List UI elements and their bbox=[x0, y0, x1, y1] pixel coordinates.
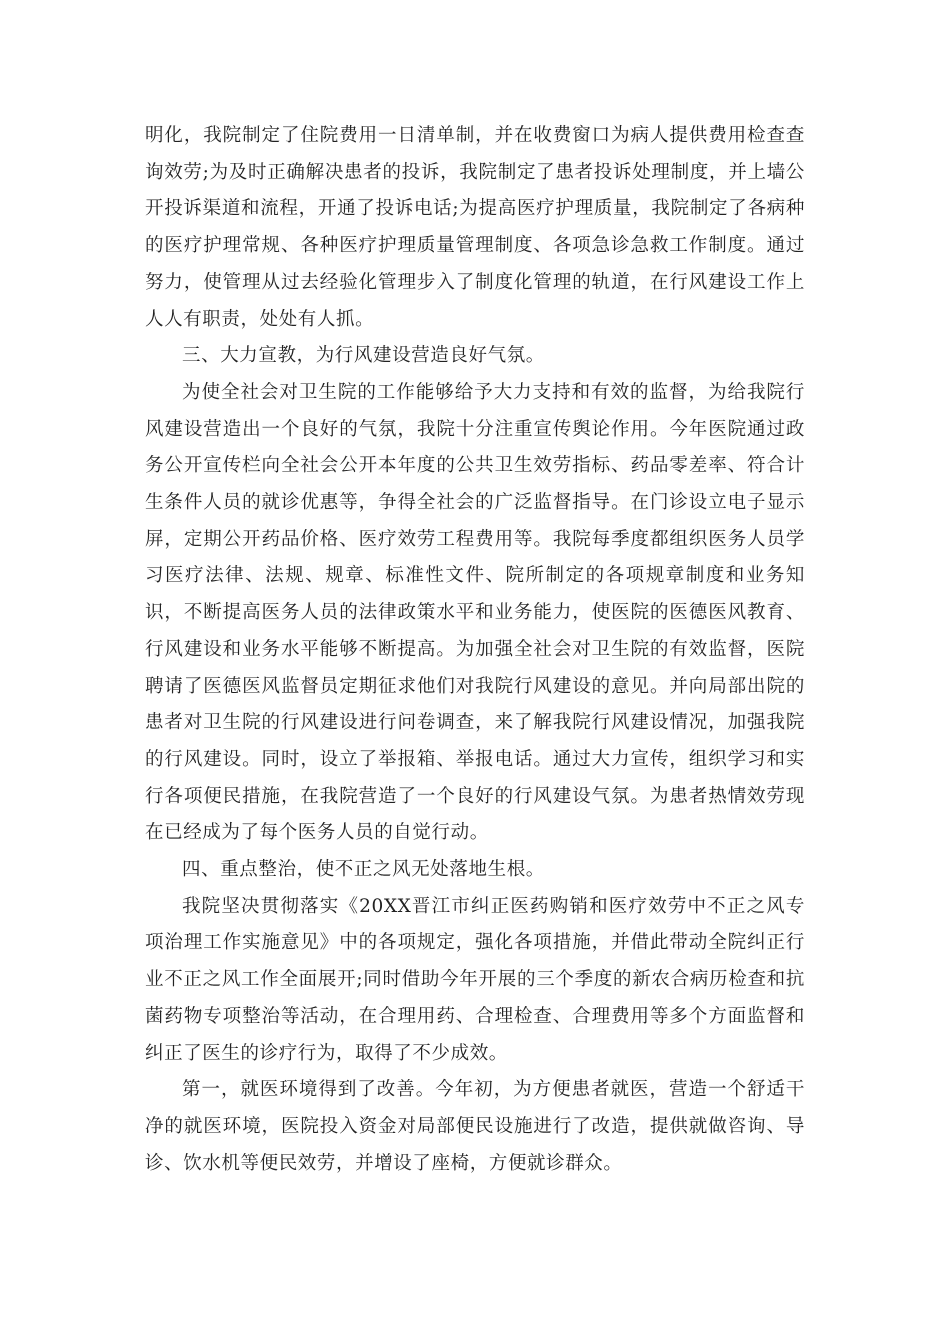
section-heading-4: 四、重点整治，使不正之风无处落地生根。 bbox=[182, 859, 545, 881]
paragraph: 为使全社会对卫生院的工作能够给予大力支持和有效的监督，为给我院行风建设营造出一个良好的气氛，我院十分注重宣传舆论作用。今年医院通过政务公开宣传栏向全社会公开本年度的公共卫生效劳指标、药品零差率、符合计生条件人员的就诊优惠等，争得全社会的广泛监督指导。在门诊设立电子显示屏，定期公开药品价格、医疗效劳工程费用等。我院每季度都组织医务人员学习医疗法律、法规、规章、标准性文件、院所制定的各项规章制度和业务知识，不断提高医务人员的法律政策水平和业务能力，使医院的医德医风教育、行风建设和业务水平能够不断提高。为加强全社会对卫生院的有效监督，医院聘请了医德医风监督员定期征求他们对我院行风建设的意见。并向局部出院的患者对卫生院的行风建设进行问卷调查，来了解我院行风建设情况，加强我院的行风建设。同时，设立了举报箱、举报电话。通过大力宣传，组织学习和实行各项便民措施，在我院营造了一个良好的行风建设气氛。为患者热情效劳现在已经成为了每个医务人员的自觉行动。 bbox=[145, 381, 805, 844]
paragraph-continued: 明化，我院制定了住院费用一日清单制，并在收费窗口为病人提供费用检查查询效劳;为及时正确解决患者的投诉，我院制定了患者投诉处理制度，并上墙公开投诉渠道和流程，开通了投诉电话;为提高医疗护理质量，我院制定了各病种的医疗护理常规、各种医疗护理质量管理制度、各项急诊急救工作制度。通过努力，使管理从过去经验化管理步入了制度化管理的轨道，在行风建设工作上人人有职责，处处有人抓。 bbox=[145, 125, 805, 330]
section-heading-3: 三、大力宣教，为行风建设营造良好气氛。 bbox=[182, 345, 545, 367]
paragraph: 第一，就医环境得到了改善。今年初，为方便患者就医，营造一个舒适干净的就医环境，医院投入资金对局部便民设施进行了改造，提供就做咨询、导诊、饮水机等便民效劳，并增设了座椅，方便就诊群众。 bbox=[145, 1079, 805, 1174]
paragraph: 我院坚决贯彻落实《20XX晋江市纠正医药购销和医疗效劳中不正之风专项治理工作实施意见》中的各项规定，强化各项措施，并借此带动全院纠正行业不正之风工作全面展开;同时借助今年开展的三个季度的新农合病历检查和抗菌药物专项整治等活动，在合理用药、合理检查、合理费用等多个方面监督和纠正了医生的诊疗行为，取得了不少成效。 bbox=[145, 895, 805, 1064]
document-body bbox=[145, 118, 805, 1182]
